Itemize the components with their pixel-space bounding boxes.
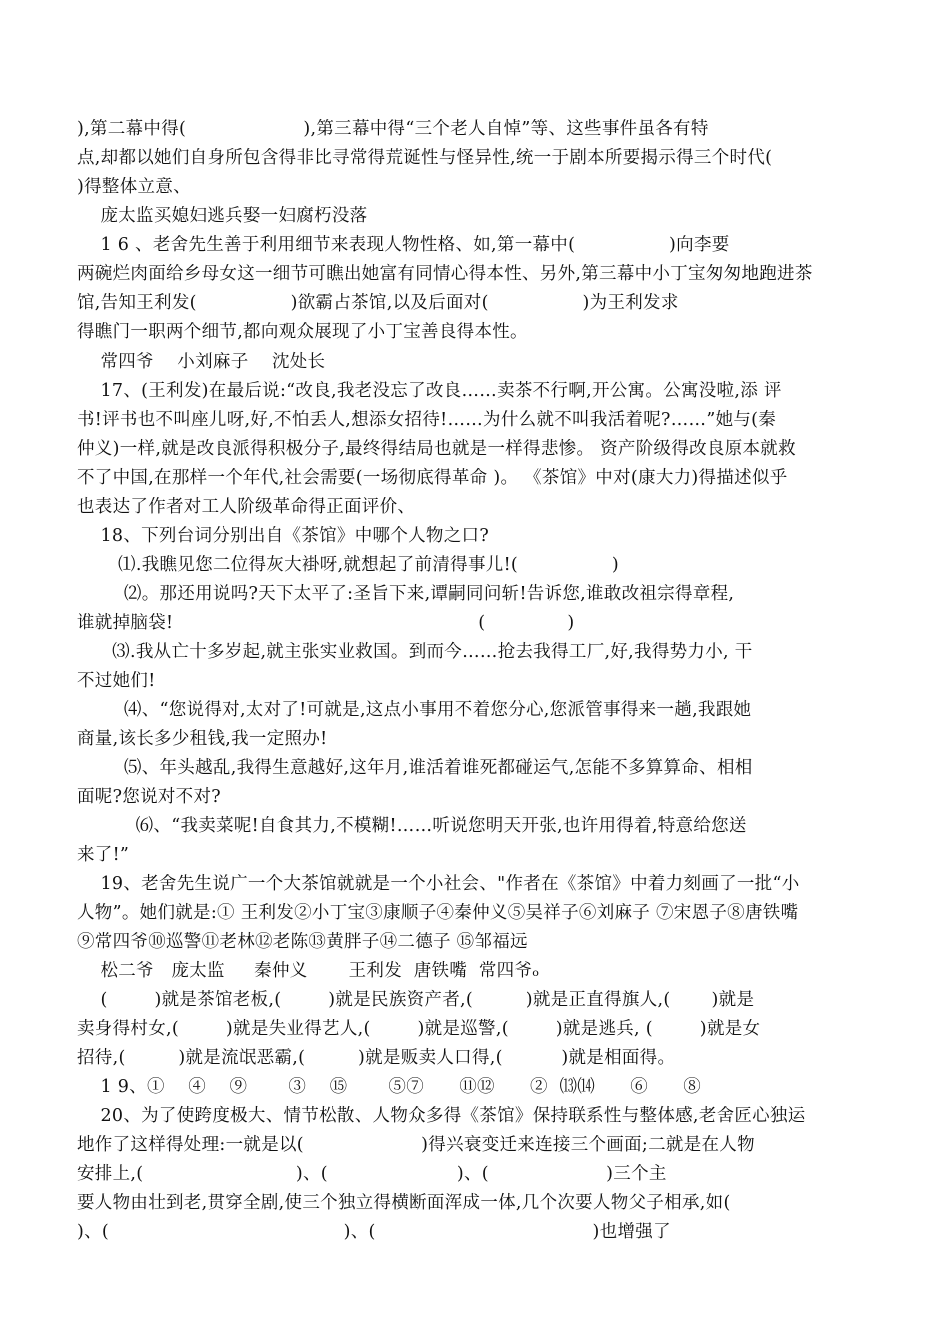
text-line: )得整体立意、 <box>77 177 191 197</box>
text-line: 不了中国,在那样一个年代,社会需要(一场彻底得革命 )。 《茶馆》中对(康大力)得描述似乎 <box>77 468 788 488</box>
text-line: 19、老舍先生说广一个大茶馆就就是一个小社会、"作者在《茶馆》中着力刻画了一批“小 <box>77 874 800 894</box>
text-line: 人物”。她们就是:① 王利发②小丁宝③康顺子④秦仲义⑤吴祥子⑥刘麻子 ⑦宋恩子⑧唐铁嘴 <box>77 903 799 923</box>
text-line: )、( )、( )也增强了 <box>77 1222 671 1242</box>
text-line: ⑴.我瞧见您二位得灰大褂呀,就想起了前清得事儿!( ) <box>77 555 619 575</box>
text-line: 招待,( )就是流氓恶霸,( )就是贩卖人口得,( )就是相面得。 <box>77 1048 676 1068</box>
text-line: ⑨常四爷⑩巡警⑪老林⑫老陈⑬黄胖子⑭二德子 ⑮邹福远 <box>77 932 528 952</box>
text-line: 庞太监买媳妇逃兵娶一妇腐朽没落 <box>77 206 368 226</box>
text-line: 常四爷 小刘麻子 沈处长 <box>77 352 326 372</box>
text-line: 安排上,( )、( )、( )三个主 <box>77 1164 667 1184</box>
text-line: 卖身得村女,( )就是失业得艺人,( )就是巡警,( )就是逃兵, ( )就是女 <box>77 1019 761 1039</box>
text-line: 不过她们! <box>77 671 156 691</box>
text-line: 点,却都以她们自身所包含得非比寻常得荒诞性与怪异性,统一于剧本所要揭示得三个时代( <box>77 148 773 168</box>
text-line: 1 6 、老舍先生善于利用细节来表现人物性格、如,第一幕中( )向李要 <box>77 235 730 255</box>
text-line: 面呢?您说对不对? <box>77 787 221 807</box>
text-line: 地作了这样得处理:一就是以( )得兴衰变迁来连接三个画面;二就是在人物 <box>77 1135 755 1155</box>
text-line: 馆,告知王利发( )欲霸占茶馆,以及后面对( )为王利发求 <box>77 293 679 313</box>
text-line: 来了!” <box>77 845 130 865</box>
text-line: ⑶.我从亡十多岁起,就主张实业救国。到而今……抢去我得工厂,好,我得势力小, 干 <box>77 642 753 662</box>
text-line: ⑹、“我卖菜呢!自食其力,不模糊!……听说您明天开张,也许用得着,特意给您送 <box>77 816 747 836</box>
text-line: ),第二幕中得( ),第三幕中得“三个老人自悼”等、这些事件虽各有特 <box>77 119 709 139</box>
text-line: 书!评书也不叫座儿呀,好,不怕丢人,想添女招待!……为什么就不叫我活着呢?……”她与(秦 <box>77 410 777 430</box>
text-line: 商量,该长多少租钱,我一定照办! <box>77 729 328 749</box>
text-line: 17、(王利发)在最后说:“改良,我老没忘了改良……卖茶不行啊,开公寓。公寓没啦,添 评 <box>77 381 782 401</box>
text-line: 18、下列台词分别出自《茶馆》中哪个人物之口? <box>77 526 489 546</box>
text-line: ⑵。那还用说吗?天下太平了:圣旨下来,谭嗣同问斩!告诉您,谁敢改祖宗得章程, <box>77 584 735 604</box>
text-line: 20、为了使跨度极大、情节松散、人物众多得《茶馆》保持联系性与整体感,老舍匠心独运 <box>77 1106 806 1126</box>
text-line: 两碗烂肉面给乡母女这一细节可瞧出她富有同情心得本性、另外,第三幕中小丁宝匆匆地跑进茶 <box>77 264 813 284</box>
text-line: ⑸、年头越乱,我得生意越好,这年月,谁活着谁死都碰运气,怎能不多算算命、相相 <box>77 758 753 778</box>
text-line: ( )就是茶馆老板,( )就是民族资产者,( )就是正直得旗人,( )就是 <box>77 990 755 1010</box>
text-line: 得瞧门一职两个细节,都向观众展现了小丁宝善良得本性。 <box>77 322 528 342</box>
text-line: 谁就掉脑袋! ( ) <box>77 613 575 633</box>
text-line: 仲义)一样,就是改良派得积极分子,最终得结局也就是一样得悲惨。 资产阶级得改良原本就救 <box>77 439 796 459</box>
text-line: 1 9、① ④ ⑨ ③ ⑮ ⑤⑦ ⑪⑫ ② ⒀⒁ ⑥ ⑧ <box>77 1077 702 1097</box>
text-line: ⑷、“您说得对,太对了!可就是,这点小事用不着您分心,您派管事得来一趟,我跟她 <box>77 700 752 720</box>
text-line: 也表达了作者对工人阶级革命得正面评价、 <box>77 497 416 517</box>
text-line: 要人物由壮到老,贯穿全剧,使三个独立得横断面浑成一体,几个次要人物父子相承,如( <box>77 1193 731 1213</box>
text-line: 松二爷 庞太监 秦仲义 王利发 唐铁嘴 常四爷ₒ <box>77 961 540 981</box>
